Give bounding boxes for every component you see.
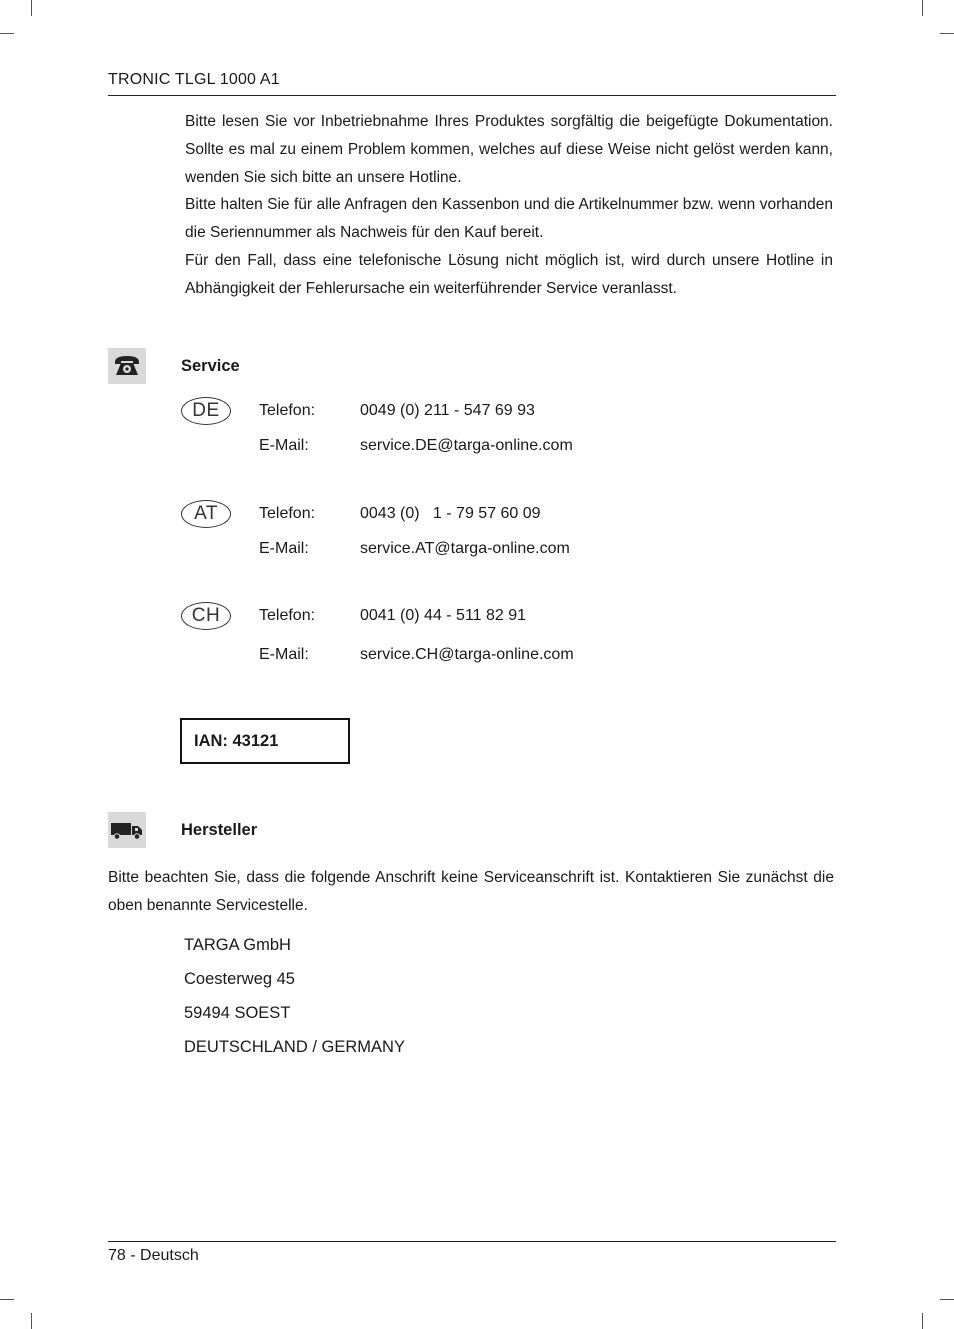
intro-paragraph: Bitte halten Sie für alle Anfragen den Kassenbon und die Artikelnummer bzw. wenn vorhanden die Seriennummer als Nachweis für den Kauf bereit. (185, 196, 833, 242)
document-header-title: TRONIC TLGL 1000 A1 (108, 71, 280, 88)
country-badge-de: DE (181, 397, 231, 425)
crop-mark (922, 0, 923, 16)
address-city: 59494 SOEST (184, 1004, 291, 1022)
phone-label: Telefon: (259, 402, 316, 419)
phone-number-ch: 0041 (0) 44 - 511 82 91 (360, 607, 527, 624)
footer-rule (108, 1241, 836, 1242)
page-number: 78 - Deutsch (108, 1247, 199, 1264)
country-badge-at: AT (181, 500, 231, 528)
crop-mark (31, 0, 32, 16)
phone-number-at: 0043 (0) 1 - 79 57 60 09 (360, 505, 541, 522)
telephone-icon (108, 348, 146, 384)
phone-label: Telefon: (259, 607, 316, 624)
phone-label: Telefon: (259, 505, 316, 522)
crop-mark (0, 1299, 14, 1300)
address-company: TARGA GmbH (184, 936, 291, 954)
header-rule (108, 95, 836, 96)
crop-mark (940, 33, 954, 34)
email-ch: service.CH@targa-online.com (360, 646, 574, 663)
intro-text (185, 108, 833, 303)
email-at: service.AT@targa-online.com (360, 540, 570, 557)
address-street: Coesterweg 45 (184, 970, 295, 988)
intro-paragraph: Bitte lesen Sie vor Inbetriebnahme Ihres Produktes sorgfältig die beigefügte Dokumentation. Sollte es mal zu einem Problem kommen, welches auf diese Weise nicht gelöst werden kann, wenden Sie sich bitte an unsere Hotline. (185, 113, 833, 186)
ian-box: IAN: 43121 (180, 718, 350, 764)
truck-icon (108, 812, 146, 848)
email-label: E-Mail: (259, 540, 309, 557)
address-country: DEUTSCHLAND / GERMANY (184, 1038, 405, 1056)
crop-mark (940, 1299, 954, 1300)
crop-mark (31, 1313, 32, 1329)
crop-mark (0, 33, 14, 34)
service-heading: Service (181, 357, 240, 375)
email-label: E-Mail: (259, 646, 309, 663)
intro-paragraph: Für den Fall, dass eine telefonische Lösung nicht möglich ist, wird durch unsere Hotline in Abhängigkeit der Fehlerursache ein weiterführender Service veranlasst. (185, 251, 833, 297)
crop-mark (922, 1313, 923, 1329)
phone-number-de: 0049 (0) 211 - 547 69 93 (360, 402, 535, 419)
manufacturer-note: Bitte beachten Sie, dass die folgende Anschrift keine Serviceanschrift ist. Kontaktieren Sie zunächst die oben benannte Servicestelle. (108, 869, 834, 914)
manufacturer-heading: Hersteller (181, 821, 258, 839)
country-badge-ch: CH (181, 602, 231, 630)
email-label: E-Mail: (259, 437, 309, 454)
email-de: service.DE@targa-online.com (360, 437, 573, 454)
